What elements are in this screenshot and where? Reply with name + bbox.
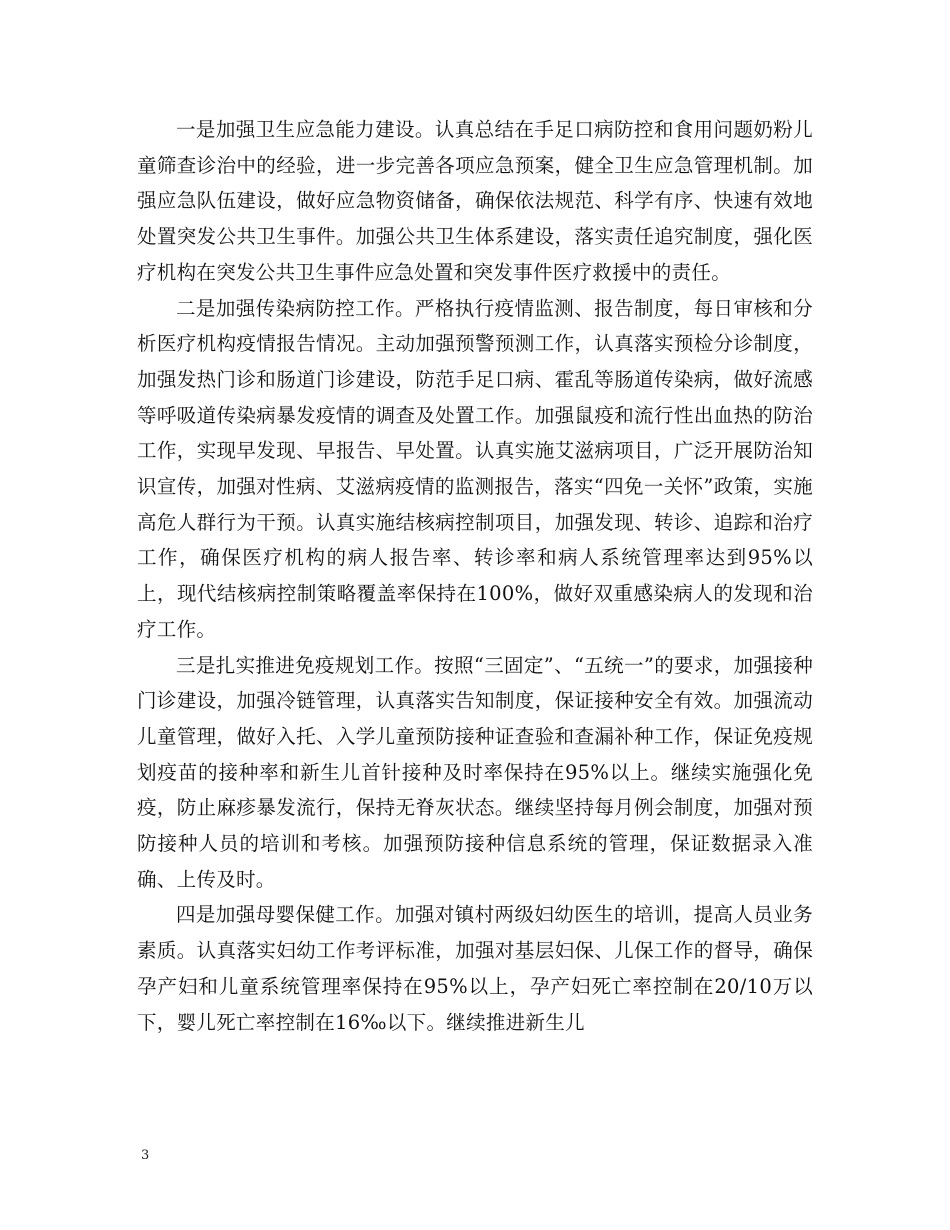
paragraph-infectious-disease-control: 二是加强传染病防控工作。严格执行疫情监测、报告制度，每日审核和分析医疗机构疫情报告情况。主动加强预警预测工作，认真落实预检分诊制度，加强发热门诊和肠道门诊建设，防范手足口病、霍乱等肠道传染病，做好流感等呼吸道传染病暴发疫情的调查及处置工作。加强鼠疫和流行性出血热的防治工作，实现早发现、早报告、早处置。认真实施艾滋病项目，广泛开展防治知识宣传，加强对性病、艾滋病疫情的监测报告，落实“四免一关怀”政策，实施高危人群行为干预。认真实施结核病控制项目，加强发现、转诊、追踪和治疗工作，确保医疗机构的病人报告率、转诊率和病人系统管理率达到95%以上，现代结核病控制策略覆盖率保持在100%，做好双重感染病人的发现和治疗工作。 bbox=[137, 296, 813, 641]
paragraph-immunization-planning: 三是扎实推进免疫规划工作。按照“三固定”、“五统一”的要求，加强接种门诊建设，加强冷链管理，认真落实告知制度，保证接种安全有效。加强流动儿童管理，做好入托、入学儿童预防接种证查验和查漏补种工作，保证免疫规划疫苗的接种率和新生儿首针接种及时率保持在95%以上。继续实施强化免疫，防止麻疹暴发流行，保持无脊灰状态。继续坚持每月例会制度，加强对预防接种人员的培训和考核。加强预防接种信息系统的管理，保证数据录入准确、上传及时。 bbox=[137, 653, 813, 891]
page-number: 3 bbox=[141, 1148, 150, 1163]
paragraph-maternal-infant-health: 四是加强母婴保健工作。加强对镇村两级妇幼医生的培训，提高人员业务素质。认真落实妇幼工作考评标准，加强对基层妇保、儿保工作的督导，确保孕产妇和儿童系统管理率保持在95%以上，孕产妇死亡率控制在20/10万以下，婴儿死亡率控制在16‰以下。继续推进新生儿 bbox=[137, 903, 813, 1034]
document-body bbox=[137, 112, 813, 1040]
paragraph-emergency-capacity: 一是加强卫生应急能力建设。认真总结在手足口病防控和食用问题奶粉儿童筛查诊治中的经验，进一步完善各项应急预案，健全卫生应急管理机制。加强应急队伍建设，做好应急物资储备，确保依法规范、科学有序、快速有效地处置突发公共卫生事件。加强公共卫生体系建设，落实责任追究制度，强化医疗机构在突发公共卫生事件应急处置和突发事件医疗救援中的责任。 bbox=[137, 118, 813, 284]
